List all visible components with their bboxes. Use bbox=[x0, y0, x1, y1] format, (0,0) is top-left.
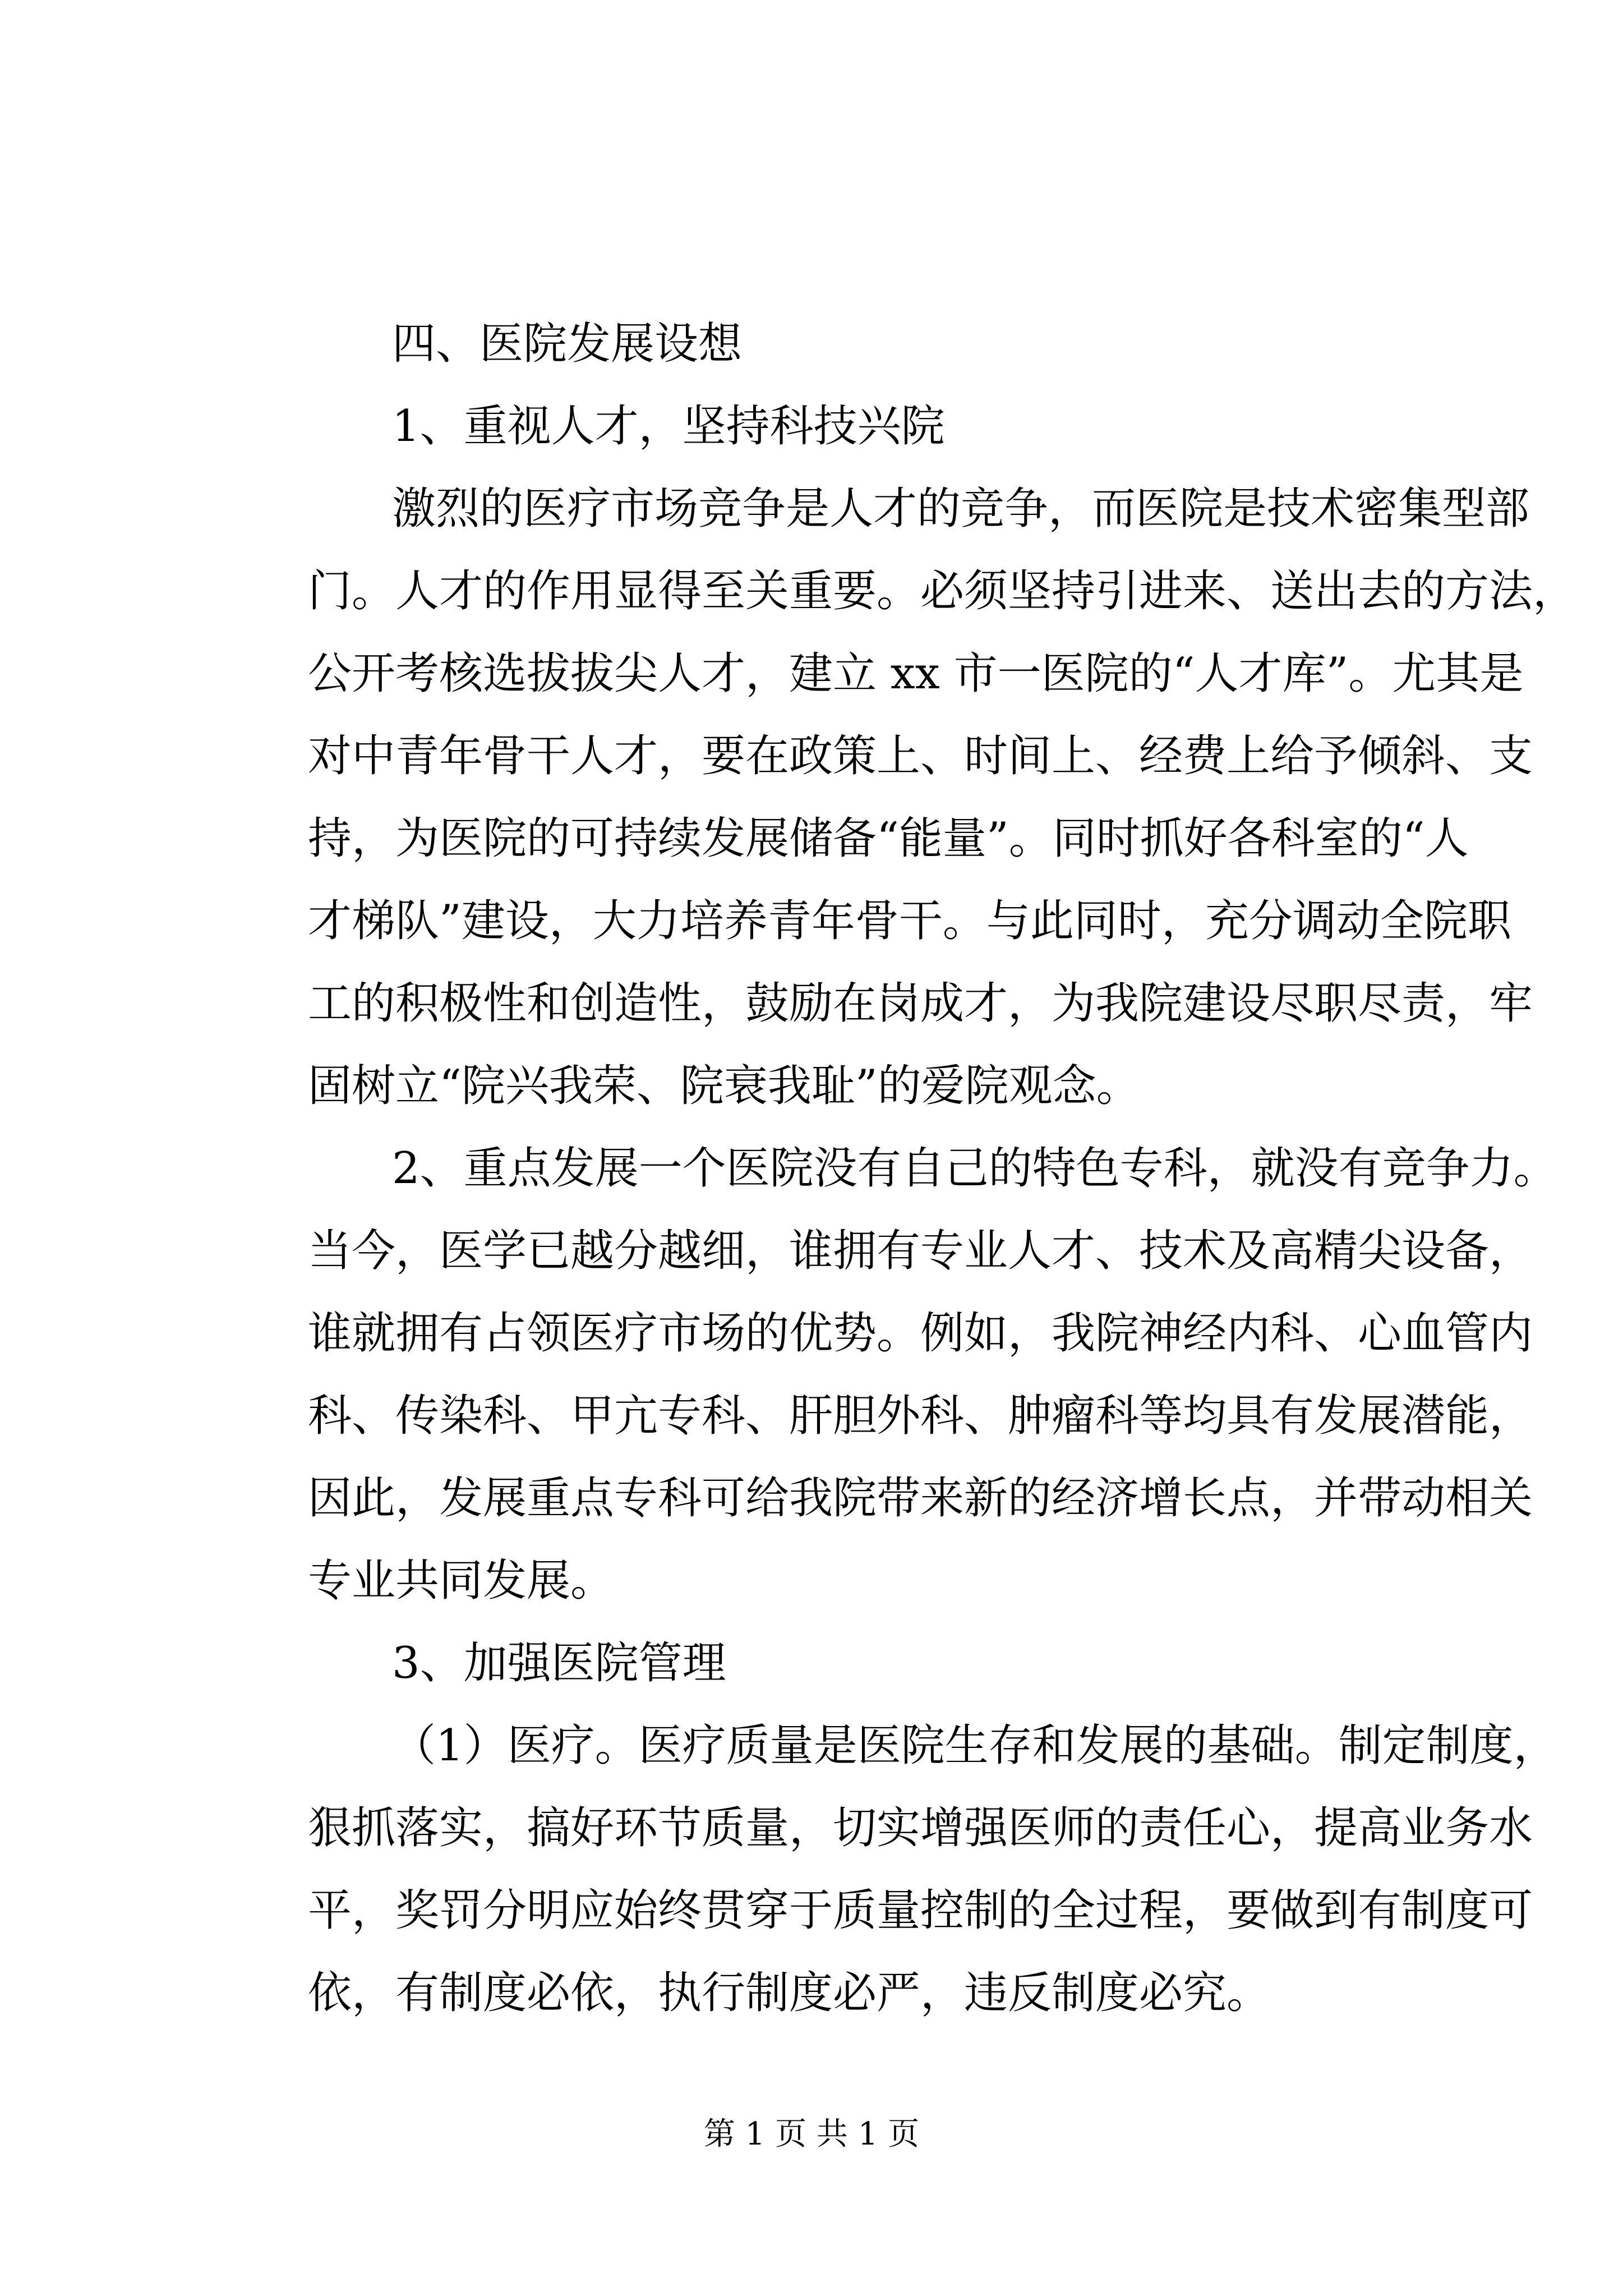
paragraph-line: 2、重点发展一个医院没有自己的特色专科，就没有竞争力。 bbox=[392, 1143, 1557, 1194]
paragraph-line: 谁就拥有占领医疗市场的优势。例如，我院神经内科、心血管内 bbox=[308, 1308, 1533, 1359]
paragraph-line: 因此，发展重点专科可给我院带来新的经济增长点，并带动相关 bbox=[308, 1473, 1533, 1524]
paragraph-line: 持，为医院的可持续发展储备“能量”。同时抓好各科室的“人 bbox=[308, 813, 1469, 864]
paragraph-line: 科、传染科、甲亢专科、肝胆外科、肿瘤科等均具有发展潜能， bbox=[308, 1391, 1533, 1441]
paragraph-line: 公开考核选拔拔尖人才，建立 xx 市一医院的“人才库”。尤其是 bbox=[308, 648, 1524, 699]
paragraph-line: 依，有制度必依，执行制度必严，违反制度必究。 bbox=[308, 1968, 1271, 2018]
paragraph-line: 固树立“院兴我荣、院衰我耻”的爱院观念。 bbox=[308, 1061, 1140, 1111]
document-body bbox=[308, 303, 1577, 2035]
paragraph-line: 才梯队”建设，大力培养青年骨干。与此同时，充分调动全院职 bbox=[308, 896, 1511, 946]
paragraph-line: （1）医疗。医疗质量是医院生存和发展的基础。制定制度， bbox=[392, 1720, 1557, 1771]
section-heading: 1、重视人才，坚持科技兴院 bbox=[392, 401, 945, 452]
page-footer: 第 1 页 共 1 页 bbox=[703, 2116, 920, 2152]
paragraph-line: 专业共同发展。 bbox=[308, 1556, 615, 1606]
paragraph-line: 狠抓落实，搞好环节质量，切实增强医师的责任心，提高业务水 bbox=[308, 1803, 1533, 1853]
paragraph-line: 门。人才的作用显得至关重要。必须坚持引进来、送出去的方法， bbox=[308, 566, 1577, 616]
paragraph-line: 对中青年骨干人才，要在政策上、时间上、经费上给予倾斜、支 bbox=[308, 731, 1533, 781]
paragraph-line: 当今，医学已越分越细，谁拥有专业人才、技术及高精尖设备， bbox=[308, 1226, 1533, 1276]
paragraph-line: 激烈的医疗市场竞争是人才的竞争，而医院是技术密集型部 bbox=[392, 484, 1530, 534]
paragraph-line: 平，奖罚分明应始终贯穿于质量控制的全过程，要做到有制度可 bbox=[308, 1885, 1533, 1936]
section-heading: 3、加强医院管理 bbox=[392, 1638, 726, 1688]
paragraph-line: 工的积极性和创造性，鼓励在岗成才，为我院建设尽职尽责，牢 bbox=[308, 978, 1533, 1029]
section-heading: 四、医院发展设想 bbox=[392, 319, 743, 369]
